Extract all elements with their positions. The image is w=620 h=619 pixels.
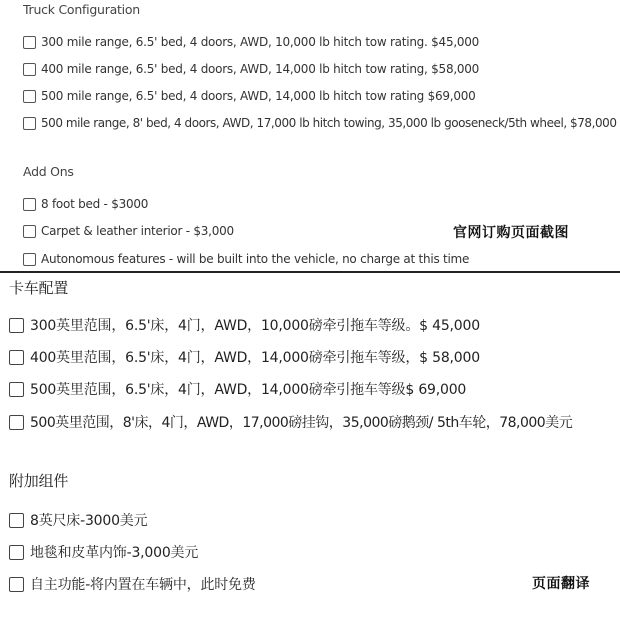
section-title: 附加组件 [9,472,69,490]
option-label: 500英里范围，6.5'床，4门，AWD，14,000磅牵引拖车等级$ 69,000 [30,382,467,398]
section-title: 卡车配置 [9,279,69,297]
screenshot-caption: 官网订购页面截图 [453,225,569,241]
checkbox[interactable] [9,513,24,528]
option-label: 400英里范围，6.5'床，4门，AWD，14,000磅牵引拖车等级，$ 58,000 [30,350,480,366]
checkbox[interactable] [9,545,24,560]
addon-8ft-bed[interactable] [9,510,147,530]
option-500-mile[interactable] [23,89,475,103]
option-500-mile[interactable] [9,379,466,399]
option-300-mile[interactable] [23,35,479,49]
truck-configuration-heading [23,2,140,17]
original-order-page [0,0,620,271]
checkbox[interactable] [23,63,36,76]
addon-label: 地毯和皮革内饰-3,000美元 [30,545,199,561]
option-400-mile[interactable] [23,62,479,76]
checkbox[interactable] [9,415,24,430]
addon-label: 8 foot bed - $3000 [41,197,149,211]
addon-autonomous[interactable] [9,574,256,594]
checkbox[interactable] [23,225,36,238]
addon-autonomous[interactable] [23,252,469,266]
checkbox[interactable] [23,90,36,103]
checkbox[interactable] [9,350,24,365]
addon-carpet-leather[interactable] [9,542,198,562]
option-300-mile[interactable] [9,315,480,335]
option-label: 300英里范围，6.5'床，4门，AWD，10,000磅牵引拖车等级。$ 45,000 [30,318,480,334]
translation-caption: 页面翻译 [532,576,590,592]
checkbox[interactable] [9,382,24,397]
option-500-mile-8ft[interactable] [9,412,572,432]
addon-label: 自主功能-将内置在车辆中，此时免费 [30,577,256,593]
section-title: Add Ons [23,164,74,179]
translated-order-page [0,273,620,619]
option-label: 300 mile range, 6.5' bed, 4 doors, AWD, 10,000 lb hitch tow rating. $45,000 [41,35,480,49]
checkbox[interactable] [23,117,36,130]
option-label: 500 mile range, 8' bed, 4 doors, AWD, 17,000 lb hitch towing, 35,000 lb gooseneck/5th wheel, $78,000 [41,116,617,130]
add-ons-heading [23,164,74,179]
add-ons-heading [9,470,68,491]
option-label: 500英里范围，8'床，4门，AWD，17,000磅挂钩，35,000磅鹅颈/ 5th车轮，78,000美元 [30,415,573,431]
option-label: 500 mile range, 6.5' bed, 4 doors, AWD, 14,000 lb hitch tow rating $69,000 [41,89,476,103]
addon-label: 8英尺床-3000美元 [30,513,148,529]
addon-label: Carpet & leather interior - $3,000 [41,224,234,238]
option-label: 400 mile range, 6.5' bed, 4 doors, AWD, 14,000 lb hitch tow rating, $58,000 [41,62,480,76]
checkbox[interactable] [9,318,24,333]
checkbox[interactable] [9,577,24,592]
option-400-mile[interactable] [9,347,480,367]
addon-8ft-bed[interactable] [23,197,148,211]
checkbox[interactable] [23,198,36,211]
section-title: Truck Configuration [23,2,140,17]
truck-configuration-heading [9,277,68,298]
checkbox[interactable] [23,253,36,266]
addon-label: Autonomous features - will be built into the vehicle, no charge at this time [41,252,470,266]
addon-carpet-leather[interactable] [23,224,234,238]
checkbox[interactable] [23,36,36,49]
option-500-mile-8ft[interactable] [23,116,617,130]
